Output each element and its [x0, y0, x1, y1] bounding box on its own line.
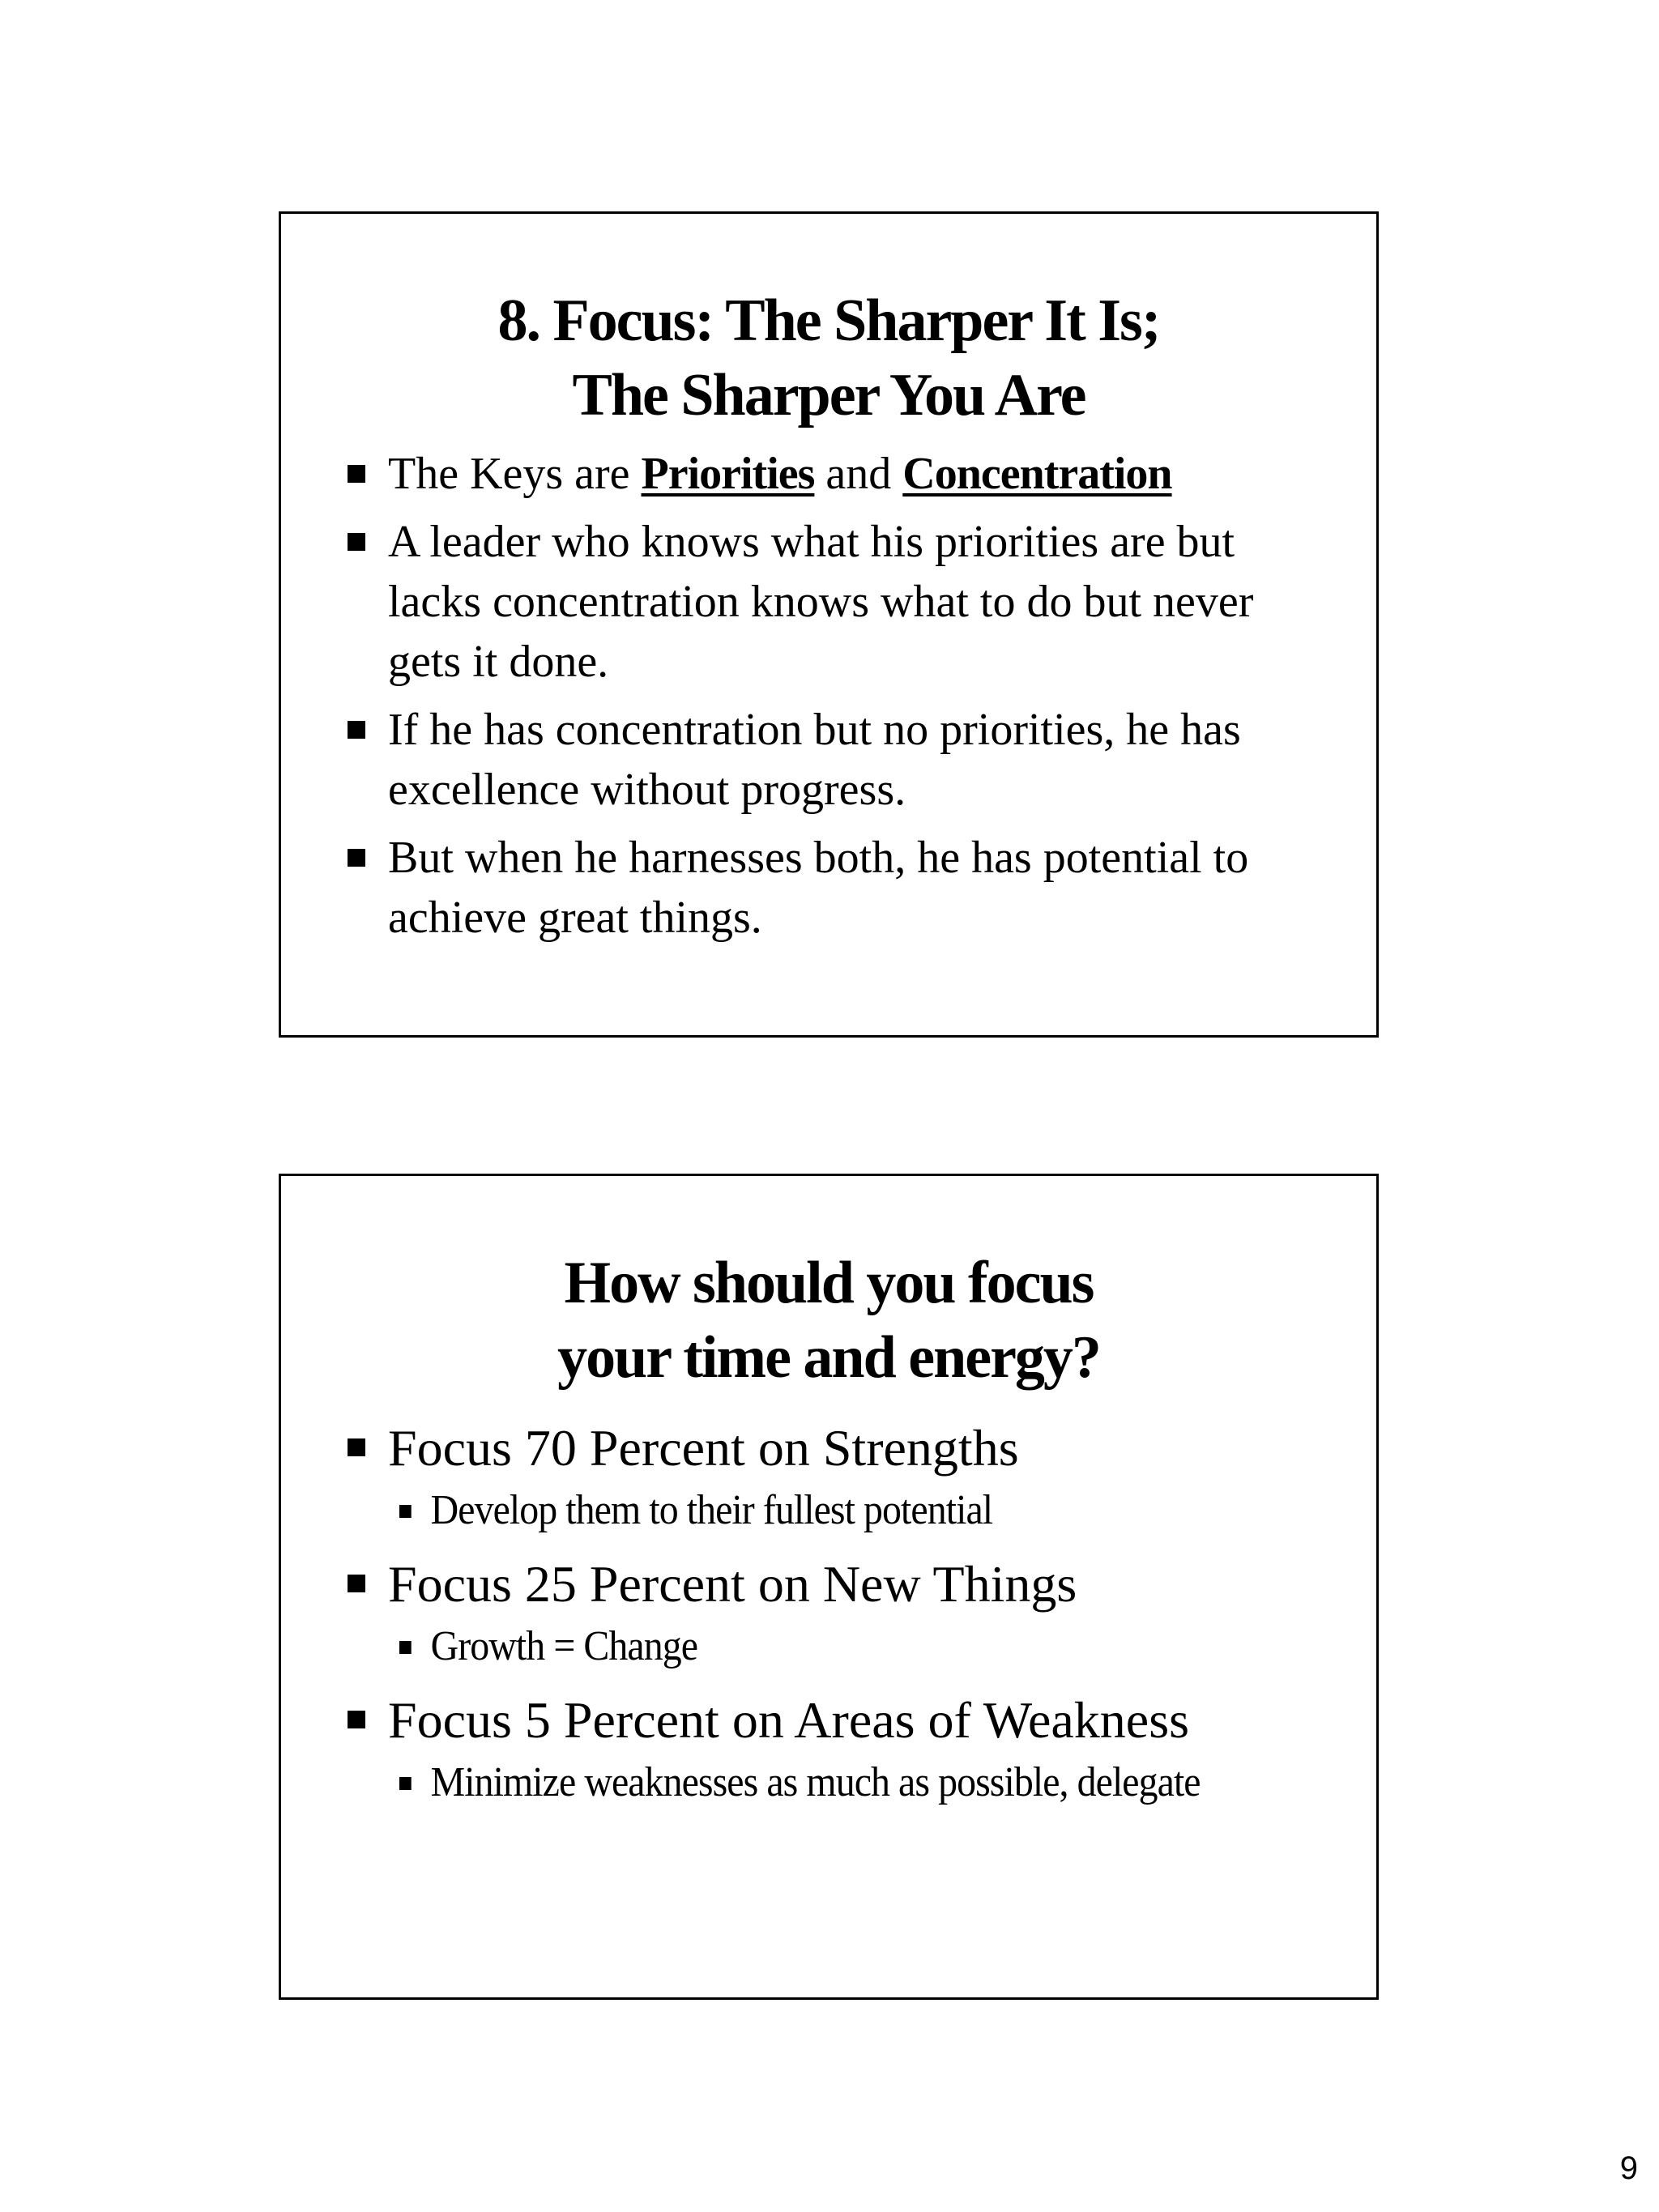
slide-focus-sharper — [279, 211, 1379, 1038]
slide-focus-time-energy — [279, 1174, 1379, 2000]
bullet-text: Focus 5 Percent on Areas of Weakness — [388, 1691, 1189, 1749]
sub-bullet-list — [388, 1618, 1328, 1675]
slide-title — [281, 1246, 1376, 1395]
bullet-list — [348, 1414, 1328, 1822]
sub-bullet-list — [388, 1754, 1328, 1811]
square-bullet-icon — [348, 465, 365, 483]
sub-bullet-list — [388, 1482, 1328, 1539]
square-bullet-icon — [348, 849, 365, 867]
bullet-item — [348, 1550, 1328, 1675]
bullet-text: But when he harnesses both, he has potential to achieve great things. — [388, 833, 1249, 943]
bullet-item — [348, 444, 1328, 504]
bullet-list — [348, 444, 1328, 956]
slide-title-line-1: How should you focus — [564, 1249, 1094, 1316]
bullet-item — [348, 1686, 1328, 1811]
slide-title-line-1: 8. Focus: The Sharper It Is; — [497, 287, 1160, 354]
bullet-item — [348, 1414, 1328, 1539]
bullet-text: If he has concentration but no priorities, he has excellence without progress. — [388, 705, 1241, 815]
slide-title — [281, 283, 1376, 433]
key-term-priorities: Priorities — [641, 449, 815, 499]
bullet-item — [348, 512, 1328, 692]
sub-bullet-text: Develop them to their fullest potential — [430, 1487, 993, 1533]
page-number: 9 — [1619, 2150, 1638, 2186]
square-bullet-icon — [399, 1641, 412, 1654]
slide-title-line-2: The Sharper You Are — [572, 361, 1085, 428]
sub-bullet-item — [399, 1482, 1253, 1539]
bullet-item — [348, 700, 1328, 820]
square-bullet-icon — [348, 533, 365, 551]
bullet-item — [348, 828, 1328, 948]
bullet-text-middle: and — [814, 449, 903, 499]
square-bullet-icon — [348, 1438, 365, 1456]
sub-bullet-item — [399, 1754, 1253, 1811]
square-bullet-icon — [348, 1575, 365, 1592]
sub-bullet-text: Minimize weaknesses as much as possible, delegate — [430, 1759, 1201, 1805]
sub-bullet-text: Growth = Change — [430, 1623, 698, 1669]
square-bullet-icon — [399, 1505, 412, 1518]
key-term-concentration: Concentration — [902, 449, 1172, 499]
square-bullet-icon — [348, 1711, 365, 1728]
square-bullet-icon — [399, 1777, 412, 1790]
bullet-text: Focus 25 Percent on New Things — [388, 1555, 1077, 1613]
square-bullet-icon — [348, 721, 365, 739]
bullet-text: Focus 70 Percent on Strengths — [388, 1419, 1019, 1477]
bullet-text-prefix: The Keys are — [388, 449, 642, 499]
slide-title-line-2: your time and energy? — [557, 1323, 1100, 1391]
bullet-text: A leader who knows what his priorities are but lacks concentration knows what to do but never gets it done. — [388, 517, 1254, 687]
sub-bullet-item — [399, 1618, 1253, 1675]
